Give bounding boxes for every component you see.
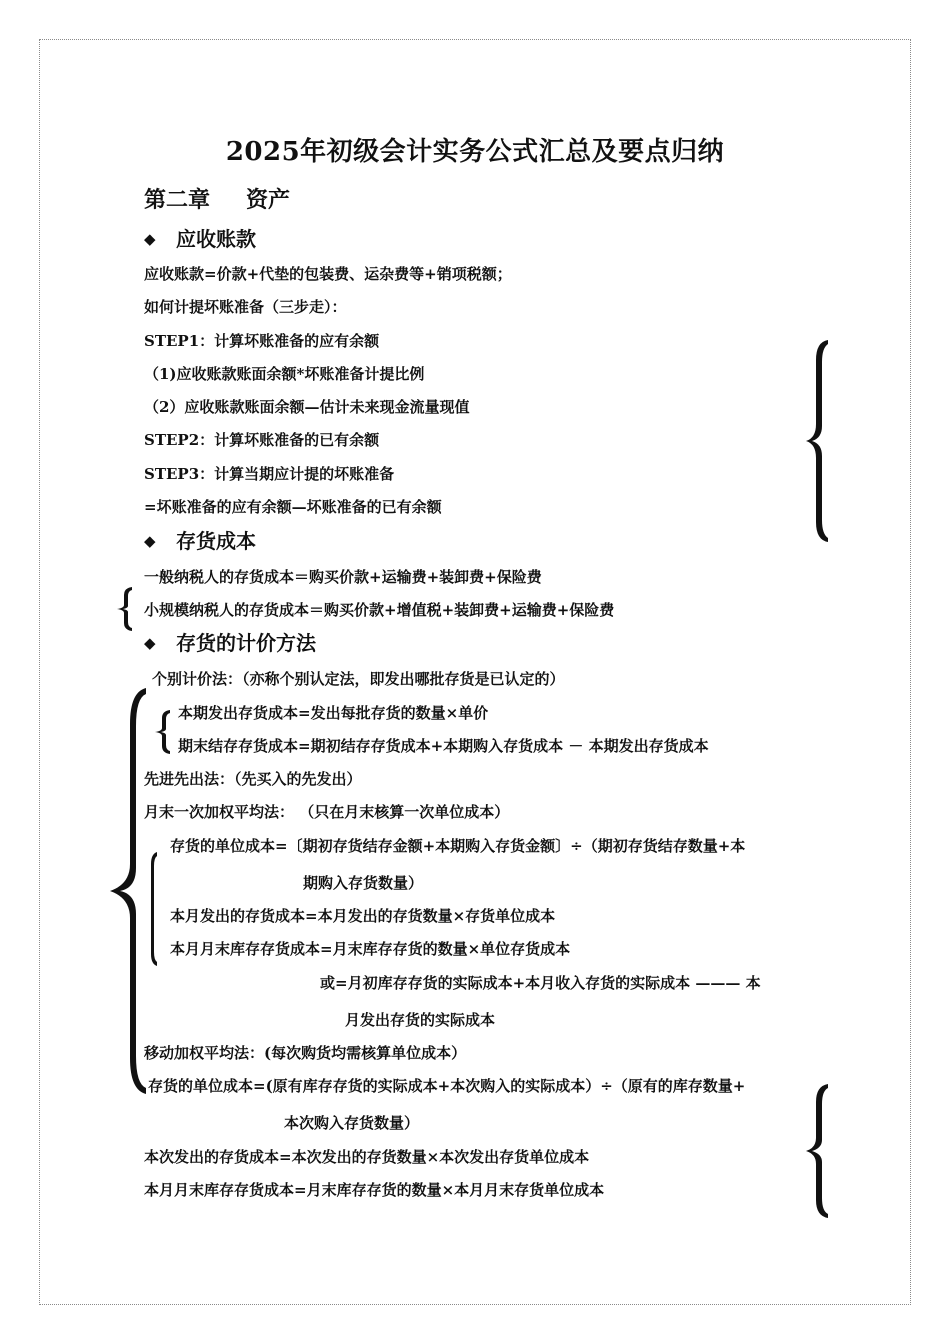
right-curly-brace-icon (800, 1080, 834, 1222)
chapter-heading (144, 186, 290, 214)
section-heading-text: 应收账款 (176, 227, 256, 251)
chapter-number: 第二章 (144, 187, 211, 213)
section-heading-receivables (144, 226, 256, 252)
step1-method-2: （2）应收账款账面余额—估计未来现金流量现值 (144, 398, 470, 416)
diamond-bullet-icon: ◆ (144, 230, 156, 248)
section-heading-valuation-methods (144, 630, 316, 656)
fifo-heading: 先进先出法：（先买入的先发出） (144, 770, 362, 788)
chapter-name: 资产 (246, 187, 291, 213)
step3-line: STEP3：计算当期应计提的坏账准备 (144, 465, 395, 483)
step3-formula: =坏账准备的应有余额—坏账准备的已有余额 (144, 498, 442, 516)
moving-wa-unit-cost-cont: 本次购入存货数量） (284, 1114, 420, 1132)
specific-id-issue-cost: 本期发出存货成本=发出每批存货的数量×单价 (178, 704, 489, 722)
small-taxpayer-cost: 小规模纳税人的存货成本＝购买价款+增值税+装卸费+运输费+保险费 (144, 601, 615, 619)
monthly-wa-unit-cost-cont: 期购入存货数量） (303, 874, 424, 892)
section-heading-inventory-cost (144, 528, 256, 554)
monthly-wa-ending-cost-alt: 或=月初库存存货的实际成本+本月收入存货的实际成本 ——— 本 (320, 974, 761, 992)
section-heading-text: 存货的计价方法 (176, 631, 316, 655)
right-curly-brace-icon (800, 336, 834, 546)
moving-wa-unit-cost: 存货的单位成本=(原有库存存货的实际成本+本次购入的实际成本）÷（原有的库存数量+ (148, 1077, 746, 1095)
step1-method-1: （1)应收账款账面余额*坏账准备计提比例 (144, 365, 425, 383)
moving-wa-ending-cost: 本月月末库存存货成本=月末库存存货的数量×本月月末存货单位成本 (144, 1181, 605, 1199)
bad-debt-intro: 如何计提坏账准备（三步走）： (144, 298, 347, 316)
monthly-weighted-average-heading: 月末一次加权平均法： （只在月末核算一次单位成本） (144, 803, 510, 821)
moving-wa-issue-cost: 本次发出的存货成本=本次发出的存货数量×本次发出存货单位成本 (144, 1148, 590, 1166)
monthly-wa-issue-cost: 本月发出的存货成本=本月发出的存货数量×存货单位成本 (170, 907, 556, 925)
monthly-wa-ending-cost-alt-cont: 月发出存货的实际成本 (345, 1011, 496, 1029)
moving-weighted-average-heading: 移动加权平均法：(每次购货均需核算单位成本） (144, 1044, 467, 1062)
step2-line: STEP2：计算坏账准备的已有余额 (144, 431, 380, 449)
general-taxpayer-cost: 一般纳税人的存货成本＝购买价款+运输费+装卸费+保险费 (144, 568, 542, 586)
specific-id-ending-cost: 期末结存存货成本=期初结存存货成本+本期购入存货成本 － 本期发出存货成本 (178, 737, 709, 755)
left-curly-brace-icon (152, 708, 174, 756)
receivables-formula: 应收账款=价款+代垫的包装费、运杂费等+销项税额； (144, 265, 512, 283)
monthly-wa-ending-cost: 本月月末库存存货成本=月末库存存货的数量×单位存货成本 (170, 940, 571, 958)
specific-identification-heading: 个别计价法：（亦称个别认定法，即发出哪批存货是已认定的） (152, 670, 565, 688)
section-heading-text: 存货成本 (176, 529, 256, 553)
left-bracket-icon (144, 850, 160, 968)
diamond-bullet-icon: ◆ (144, 634, 156, 652)
step1-line: STEP1：计算坏账准备的应有余额 (144, 332, 380, 350)
document-title: 2025年初级会计实务公式汇总及要点归纳 (225, 137, 725, 167)
monthly-wa-unit-cost: 存货的单位成本=〔期初存货结存金额+本期购入存货金额〕÷（期初存货结存数量+本 (170, 837, 746, 855)
diamond-bullet-icon: ◆ (144, 532, 156, 550)
left-curly-brace-icon (114, 585, 136, 633)
